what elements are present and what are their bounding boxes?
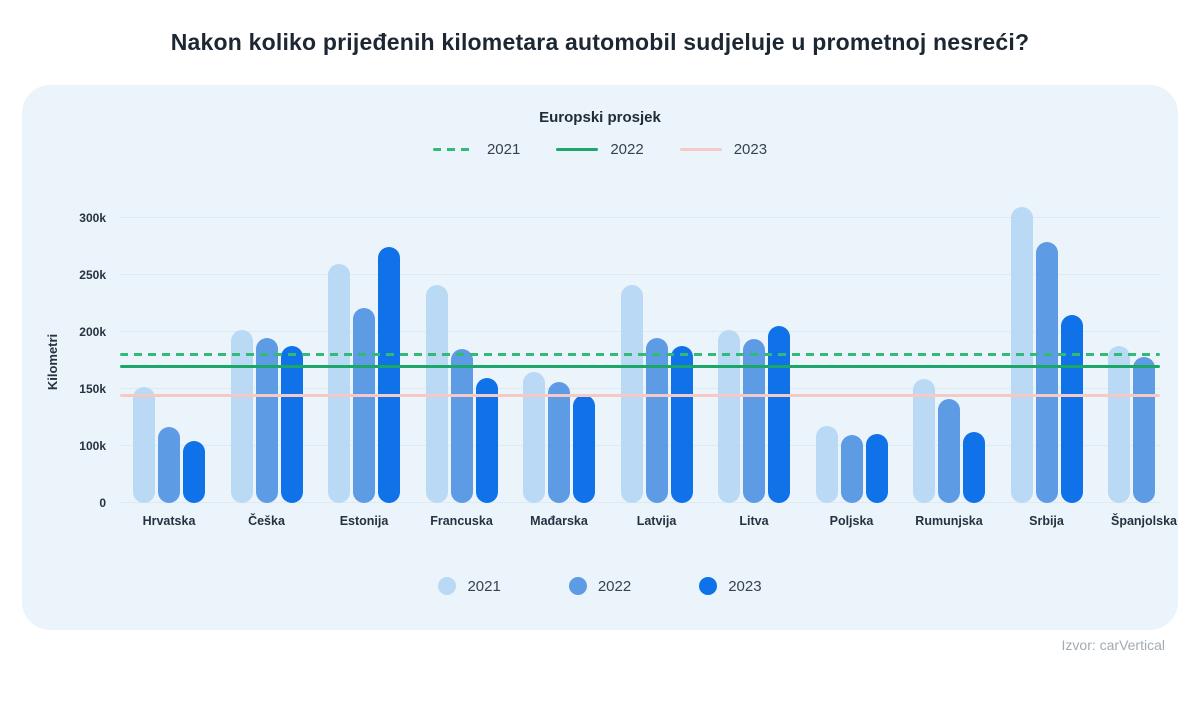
bar-Poljska-2021 xyxy=(816,426,838,504)
line-swatch-2022 xyxy=(556,148,598,151)
bar-Rumunjska-2021 xyxy=(913,379,935,503)
avg-legend-item-2023 xyxy=(680,141,767,158)
bar-Mađarska-2021 xyxy=(523,372,545,503)
x-label-Latvija: Latvija xyxy=(636,514,677,528)
bar-Češka-2022 xyxy=(256,338,278,503)
bar-Estonija-2021 xyxy=(328,264,350,503)
series-legend-item-2021 xyxy=(438,577,500,595)
line-swatch-2023 xyxy=(680,148,722,151)
y-tick-150k: 150k xyxy=(79,382,106,396)
avg-line-2022 xyxy=(120,365,1160,368)
bar-Rumunjska-2022 xyxy=(938,399,960,503)
avg-legend xyxy=(22,141,1178,158)
series-legend-label: 2023 xyxy=(728,577,762,595)
bar-group-Litva xyxy=(718,190,790,528)
avg-legend-title: Europski prosjek xyxy=(539,109,661,126)
x-label-Litva: Litva xyxy=(739,514,769,528)
bar-group-Hrvatska xyxy=(133,190,205,528)
source-note: Izvor: carVertical xyxy=(1061,637,1165,653)
x-label-Poljska: Poljska xyxy=(829,514,874,528)
y-tick-300k: 300k xyxy=(79,211,106,225)
bar-group-Estonija xyxy=(328,190,400,528)
bar-Mađarska-2023 xyxy=(573,395,595,503)
bar-Estonija-2022 xyxy=(353,308,375,503)
bar-Španjolska-2021 xyxy=(1108,346,1130,503)
legend-dot-2021 xyxy=(438,577,456,595)
bar-Francuska-2022 xyxy=(451,349,473,503)
bar-Hrvatska-2022 xyxy=(158,427,180,503)
avg-legend-item-2022 xyxy=(556,141,643,158)
bar-group-Češka xyxy=(231,190,303,528)
bar-group-Srbija xyxy=(1011,190,1083,528)
bar-Srbija-2023 xyxy=(1061,315,1083,503)
series-legend-item-2023 xyxy=(699,577,761,595)
bar-Hrvatska-2023 xyxy=(183,441,205,503)
bar-group-Latvija xyxy=(621,190,693,528)
bar-group-Poljska xyxy=(816,190,888,528)
x-label-Španjolska: Španjolska xyxy=(1111,514,1177,528)
y-axis-label: Kilometri xyxy=(45,333,60,391)
x-label-Estonija: Estonija xyxy=(339,514,389,528)
bar-Hrvatska-2021 xyxy=(133,387,155,503)
avg-legend-label: 2021 xyxy=(486,141,521,158)
bar-Češka-2023 xyxy=(281,346,303,503)
bar-group-Španjolska xyxy=(1108,190,1180,528)
avg-line-2021 xyxy=(120,353,1160,356)
y-tick-200k: 200k xyxy=(79,325,106,339)
bar-Španjolska-2022 xyxy=(1133,357,1155,503)
legend-dot-2022 xyxy=(569,577,587,595)
legend-dot-2023 xyxy=(699,577,717,595)
chart-card xyxy=(22,85,1178,630)
y-tick-250k: 250k xyxy=(79,268,106,282)
bar-Mađarska-2022 xyxy=(548,382,570,503)
y-axis xyxy=(22,190,108,510)
bar-Latvija-2023 xyxy=(671,346,693,503)
bar-group-Mađarska xyxy=(523,190,595,528)
avg-legend-item-2021 xyxy=(433,141,520,158)
x-label-Rumunjska: Rumunjska xyxy=(915,514,983,528)
series-legend xyxy=(22,577,1178,595)
page-title: Nakon koliko prijeđenih kilometara automobil sudjeluje u prometnoj nesreći? xyxy=(170,29,1030,55)
series-legend-item-2022 xyxy=(569,577,631,595)
bar-Srbija-2022 xyxy=(1036,242,1058,503)
bar-group-Rumunjska xyxy=(913,190,985,528)
bar-Litva-2022 xyxy=(743,339,765,503)
x-label-Češka: Češka xyxy=(248,514,285,528)
bar-group-Francuska xyxy=(426,190,498,528)
y-tick-0: 0 xyxy=(99,496,106,510)
series-legend-label: 2021 xyxy=(467,577,501,595)
bar-Estonija-2023 xyxy=(378,247,400,504)
bar-Poljska-2022 xyxy=(841,435,863,503)
bar-Poljska-2023 xyxy=(866,434,888,504)
bar-chart-plot xyxy=(120,190,1177,528)
avg-line-2023 xyxy=(120,394,1160,397)
x-label-Francuska: Francuska xyxy=(430,514,493,528)
series-legend-label: 2022 xyxy=(597,577,632,595)
x-label-Srbija: Srbija xyxy=(1029,514,1064,528)
avg-legend-label: 2022 xyxy=(610,141,644,158)
y-tick-100k: 100k xyxy=(79,439,106,453)
bar-Rumunjska-2023 xyxy=(963,432,985,503)
bar-Latvija-2022 xyxy=(646,338,668,503)
x-label-Mađarska: Mađarska xyxy=(530,514,588,528)
dashed-line-swatch-2021 xyxy=(433,148,475,151)
avg-legend-label: 2023 xyxy=(733,141,768,158)
x-label-Hrvatska: Hrvatska xyxy=(142,514,196,528)
